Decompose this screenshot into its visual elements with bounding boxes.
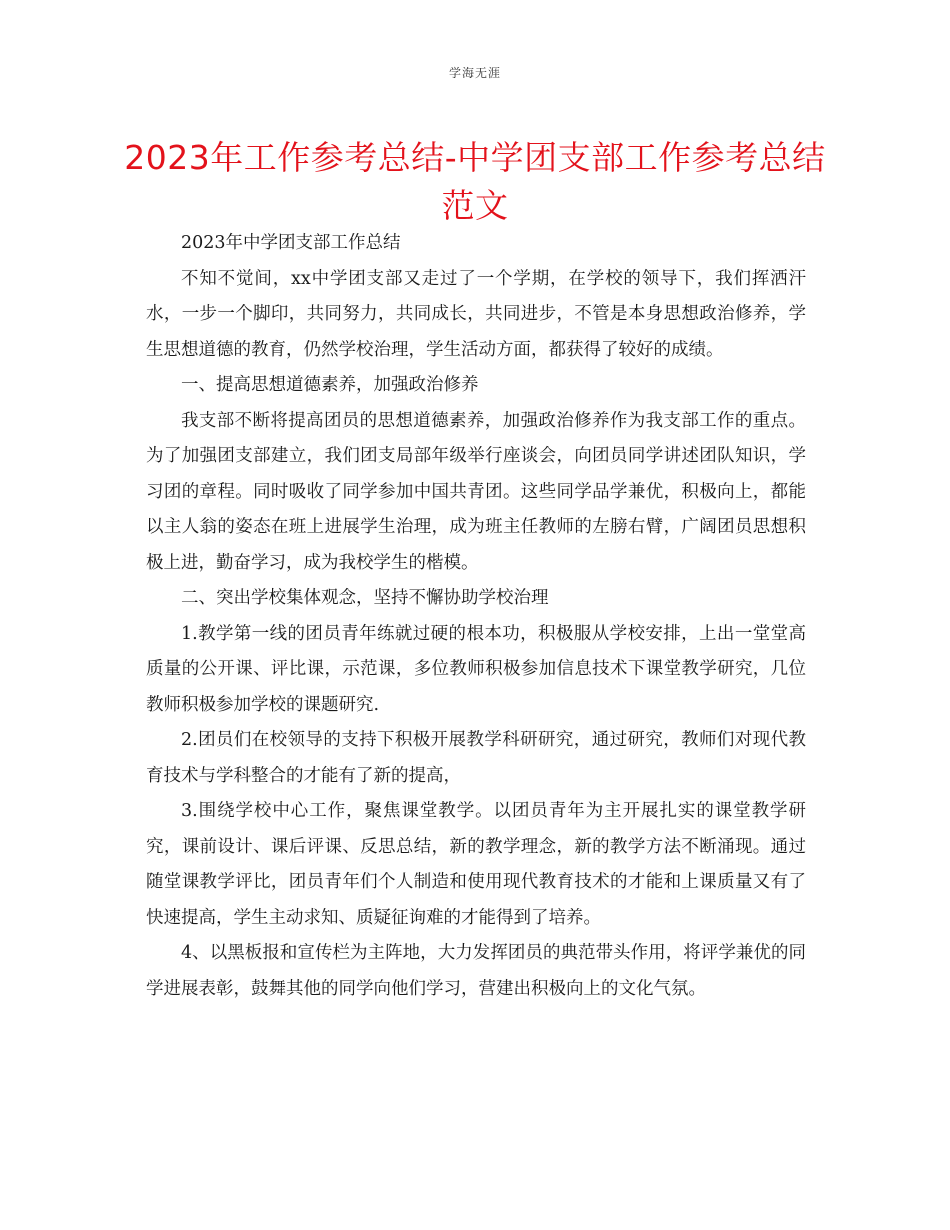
section-heading: 一、提高思想道德素养，加强政治修养 [181, 375, 479, 395]
subtitle: 2023年中学团支部工作总结 [181, 233, 401, 253]
paragraph: 我支部不断将提高团员的思想道德素养，加强政治修养作为我支部工作的重点。为了加强团支部建立，我们团支局部年级举行座谈会，向团员同学讲述团队知识，学习团的章程。同时吸收了同学参加中国共青团。这些同学品学兼优，积极向上，都能以主人翁的姿态在班上进展学生治理，成为班主任教师的左膀右臂，广阔团员思想积极上进，勤奋学习，成为我校学生的楷模。 [146, 410, 806, 573]
section-heading: 二、突出学校集体观念，坚持不懈协助学校治理 [181, 588, 549, 608]
paragraph: 4、以黑板报和宣传栏为主阵地，大力发挥团员的典范带头作用，将评学兼优的同学进展表彰，鼓舞其他的同学向他们学习，营建出积极向上的文化气氛。 [146, 943, 806, 999]
paragraph: 1.教学第一线的团员青年练就过硬的根本功，积极服从学校安排，上出一堂堂高质量的公开课、评比课，示范课，多位教师积极参加信息技术下课堂教学研究，几位教师积极参加学校的课题研究. [146, 623, 806, 715]
document-body [146, 226, 806, 1007]
document-title: 2023年工作参考总结-中学团支部工作参考总结范文 [124, 138, 826, 225]
paragraph: 3.围绕学校中心工作，聚焦课堂教学。以团员青年为主开展扎实的课堂教学研究，课前设计、课后评课、反思总结，新的教学理念，新的教学方法不断涌现。通过随堂课教学评比，团员青年们个人制造和使用现代教育技术的才能和上课质量又有了快速提高，学生主动求知、质疑征询难的才能得到了培养。 [146, 801, 806, 928]
page-header: 学海无涯 [448, 66, 501, 80]
paragraph: 不知不觉间，xx中学团支部又走过了一个学期，在学校的领导下，我们挥洒汗水，一步一个脚印，共同努力，共同成长，共同进步，不管是本身思想政治修养，学生思想道德的教育，仍然学校治理，学生活动方面，都获得了较好的成绩。 [146, 268, 806, 360]
paragraph: 2.团员们在校领导的支持下积极开展教学科研研究，通过研究，教师们对现代教育技术与学科整合的才能有了新的提高， [146, 730, 806, 786]
